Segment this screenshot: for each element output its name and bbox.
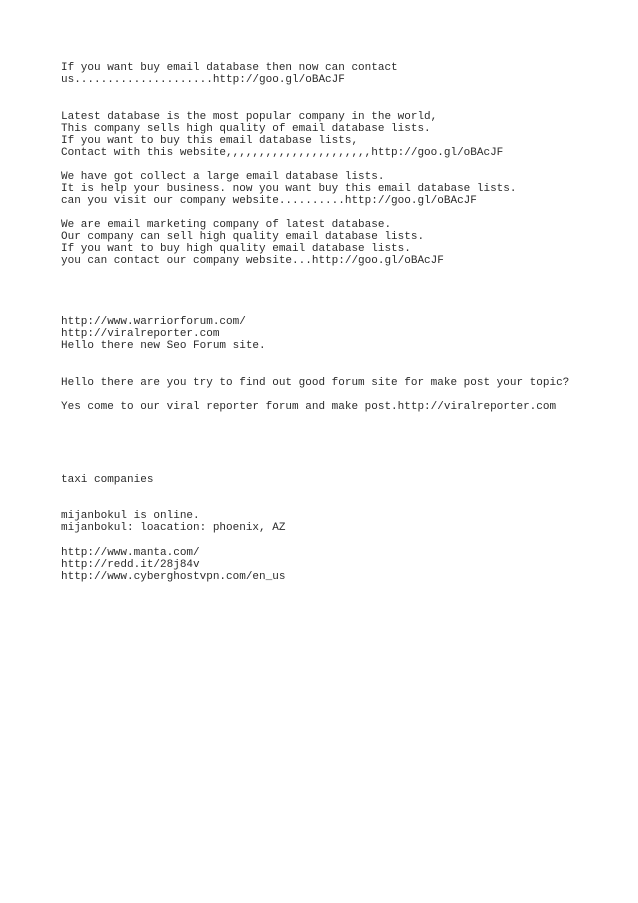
text-line: http://viralreporter.com (61, 328, 220, 340)
text-line: http://www.manta.com/ (61, 547, 200, 559)
text-line: If you want to buy this email database lists, (61, 135, 359, 147)
text-line: Contact with this website,,,,,,,,,,,,,,,,,,,,,,http://goo.gl/oBAcJF (61, 147, 504, 159)
text-line: http://www.cyberghostvpn.com/en_us (61, 571, 286, 583)
text-line: Latest database is the most popular company in the world, (61, 111, 438, 123)
text-line: taxi companies (61, 474, 154, 486)
text-line: It is help your business. now you want buy this email database lists. (61, 183, 517, 195)
text-line: us.....................http://goo.gl/oBAcJF (61, 74, 345, 86)
text-line: Our company can sell high quality email database lists. (61, 231, 425, 243)
text-line: you can contact our company website...http://goo.gl/oBAcJF (61, 255, 444, 267)
text-line: Yes come to our viral reporter forum and make post.http://viralreporter.com (61, 401, 557, 413)
text-line: can you visit our company website..........http://goo.gl/oBAcJF (61, 195, 477, 207)
text-line: mijanbokul is online. (61, 510, 200, 522)
text-line: If you want to buy high quality email database lists. (61, 243, 411, 255)
text-line: We are email marketing company of latest database. (61, 219, 392, 231)
text-line: mijanbokul: loacation: phoenix, AZ (61, 522, 286, 534)
text-line: This company sells high quality of email database lists. (61, 123, 431, 135)
text-line: http://www.warriorforum.com/ (61, 316, 246, 328)
text-line: Hello there are you try to find out good forum site for make post your topic? (61, 377, 570, 389)
text-line: Hello there new Seo Forum site. (61, 340, 266, 352)
text-line: http://redd.it/28j84v (61, 559, 200, 571)
text-line: We have got collect a large email database lists. (61, 171, 385, 183)
text-line: If you want buy email database then now can contact (61, 62, 398, 74)
